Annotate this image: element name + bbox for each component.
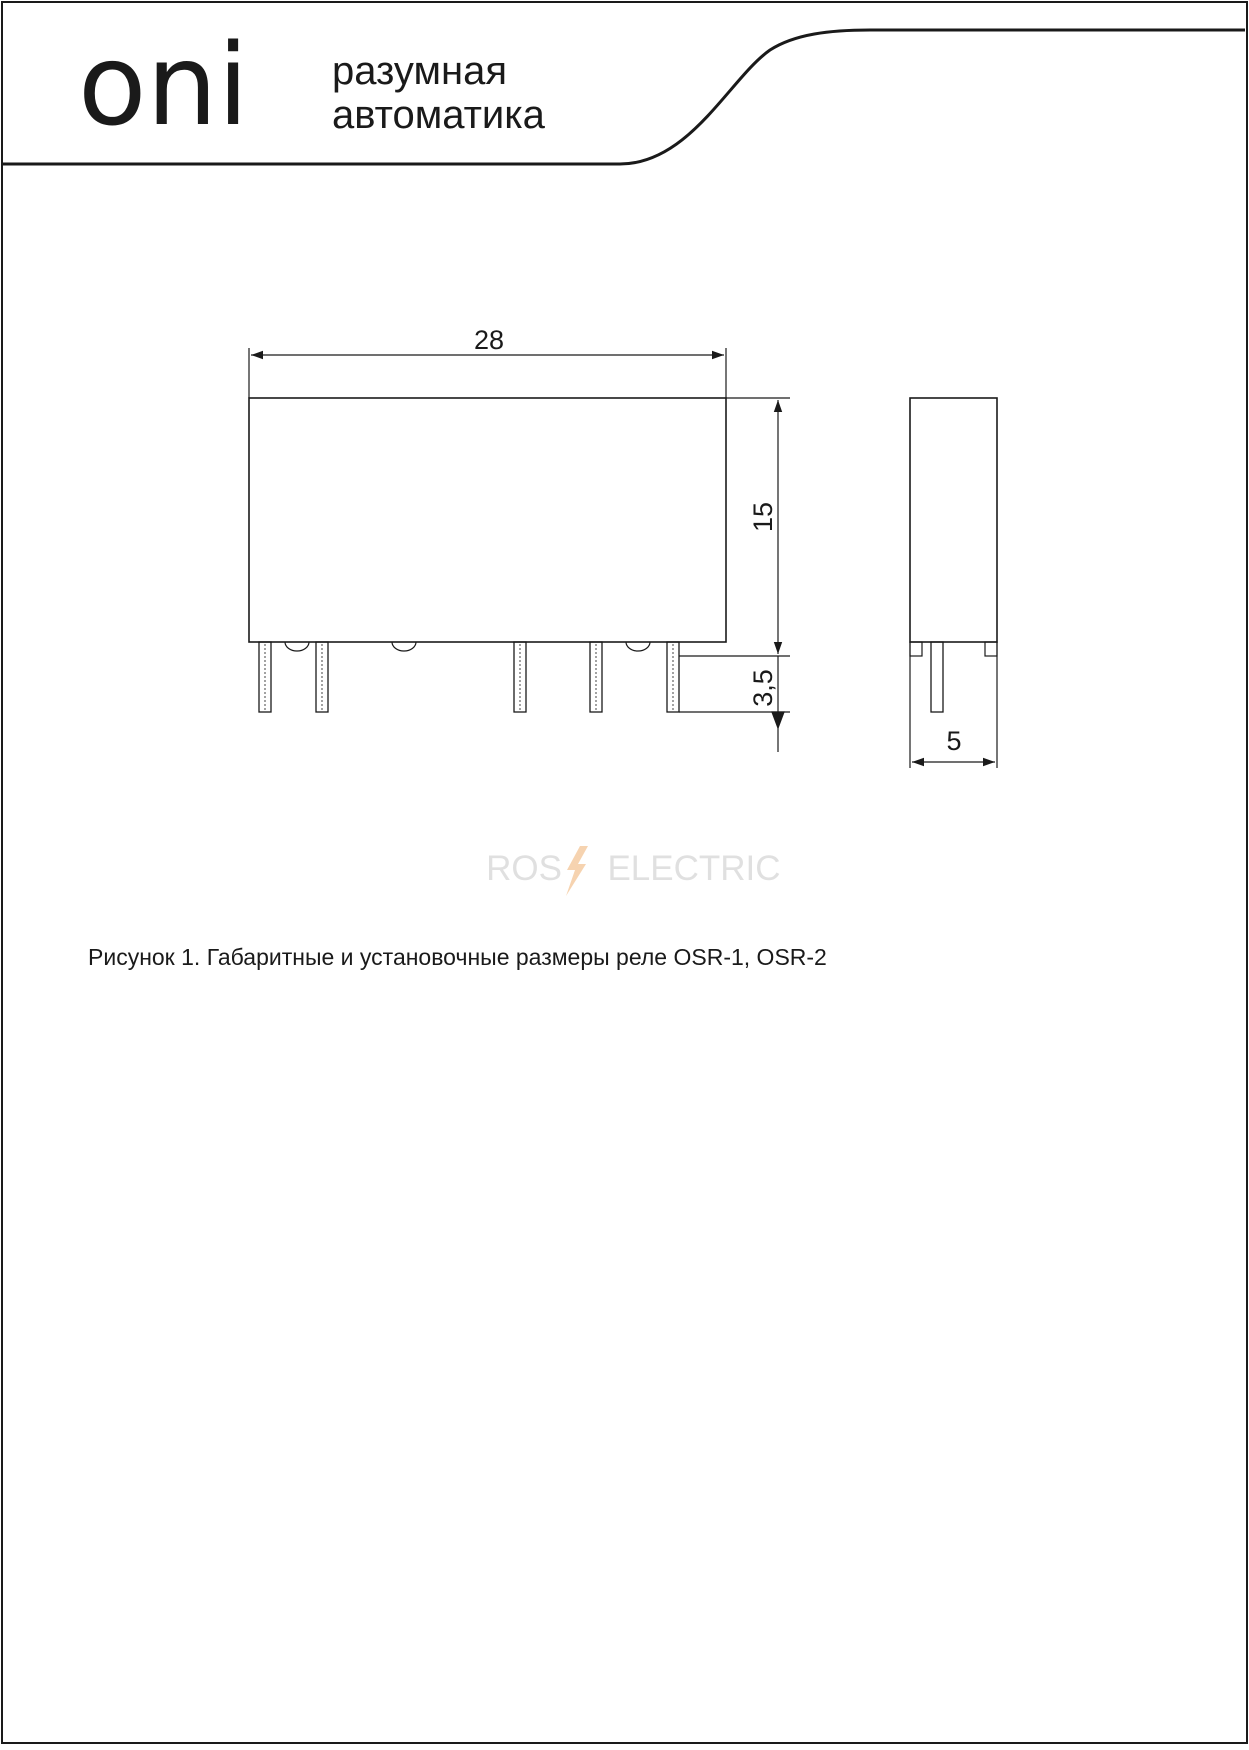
relay-front-view xyxy=(249,398,726,712)
brand-tagline-line1: разумная xyxy=(332,49,507,93)
dimension-width-label: 28 xyxy=(473,325,505,355)
dimension-pin-length-label: 3,5 xyxy=(748,669,778,707)
brand-tagline-line2: автоматика xyxy=(332,93,545,137)
watermark-left: ROS xyxy=(486,849,562,888)
watermark xyxy=(486,846,780,896)
relay-bump xyxy=(285,642,309,651)
relay-side-view xyxy=(910,398,997,712)
watermark-right: ELECTRIC xyxy=(607,849,781,888)
relay-side-foot xyxy=(985,642,997,656)
lightning-icon xyxy=(566,846,588,896)
relay-body-side xyxy=(910,398,997,642)
relay-bump xyxy=(626,642,650,651)
relay-body-front xyxy=(249,398,726,642)
figure-caption: Рисунок 1. Габаритные и установочные размеры реле OSR-1, OSR-2 xyxy=(88,944,827,970)
brand-logo: oni xyxy=(78,21,249,151)
dimension-width xyxy=(249,348,726,398)
dimension-height-label: 15 xyxy=(748,501,778,533)
dimension-depth-label: 5 xyxy=(946,726,962,756)
relay-pin xyxy=(931,642,943,712)
relay-bump xyxy=(392,642,416,651)
relay-side-foot xyxy=(910,642,922,656)
